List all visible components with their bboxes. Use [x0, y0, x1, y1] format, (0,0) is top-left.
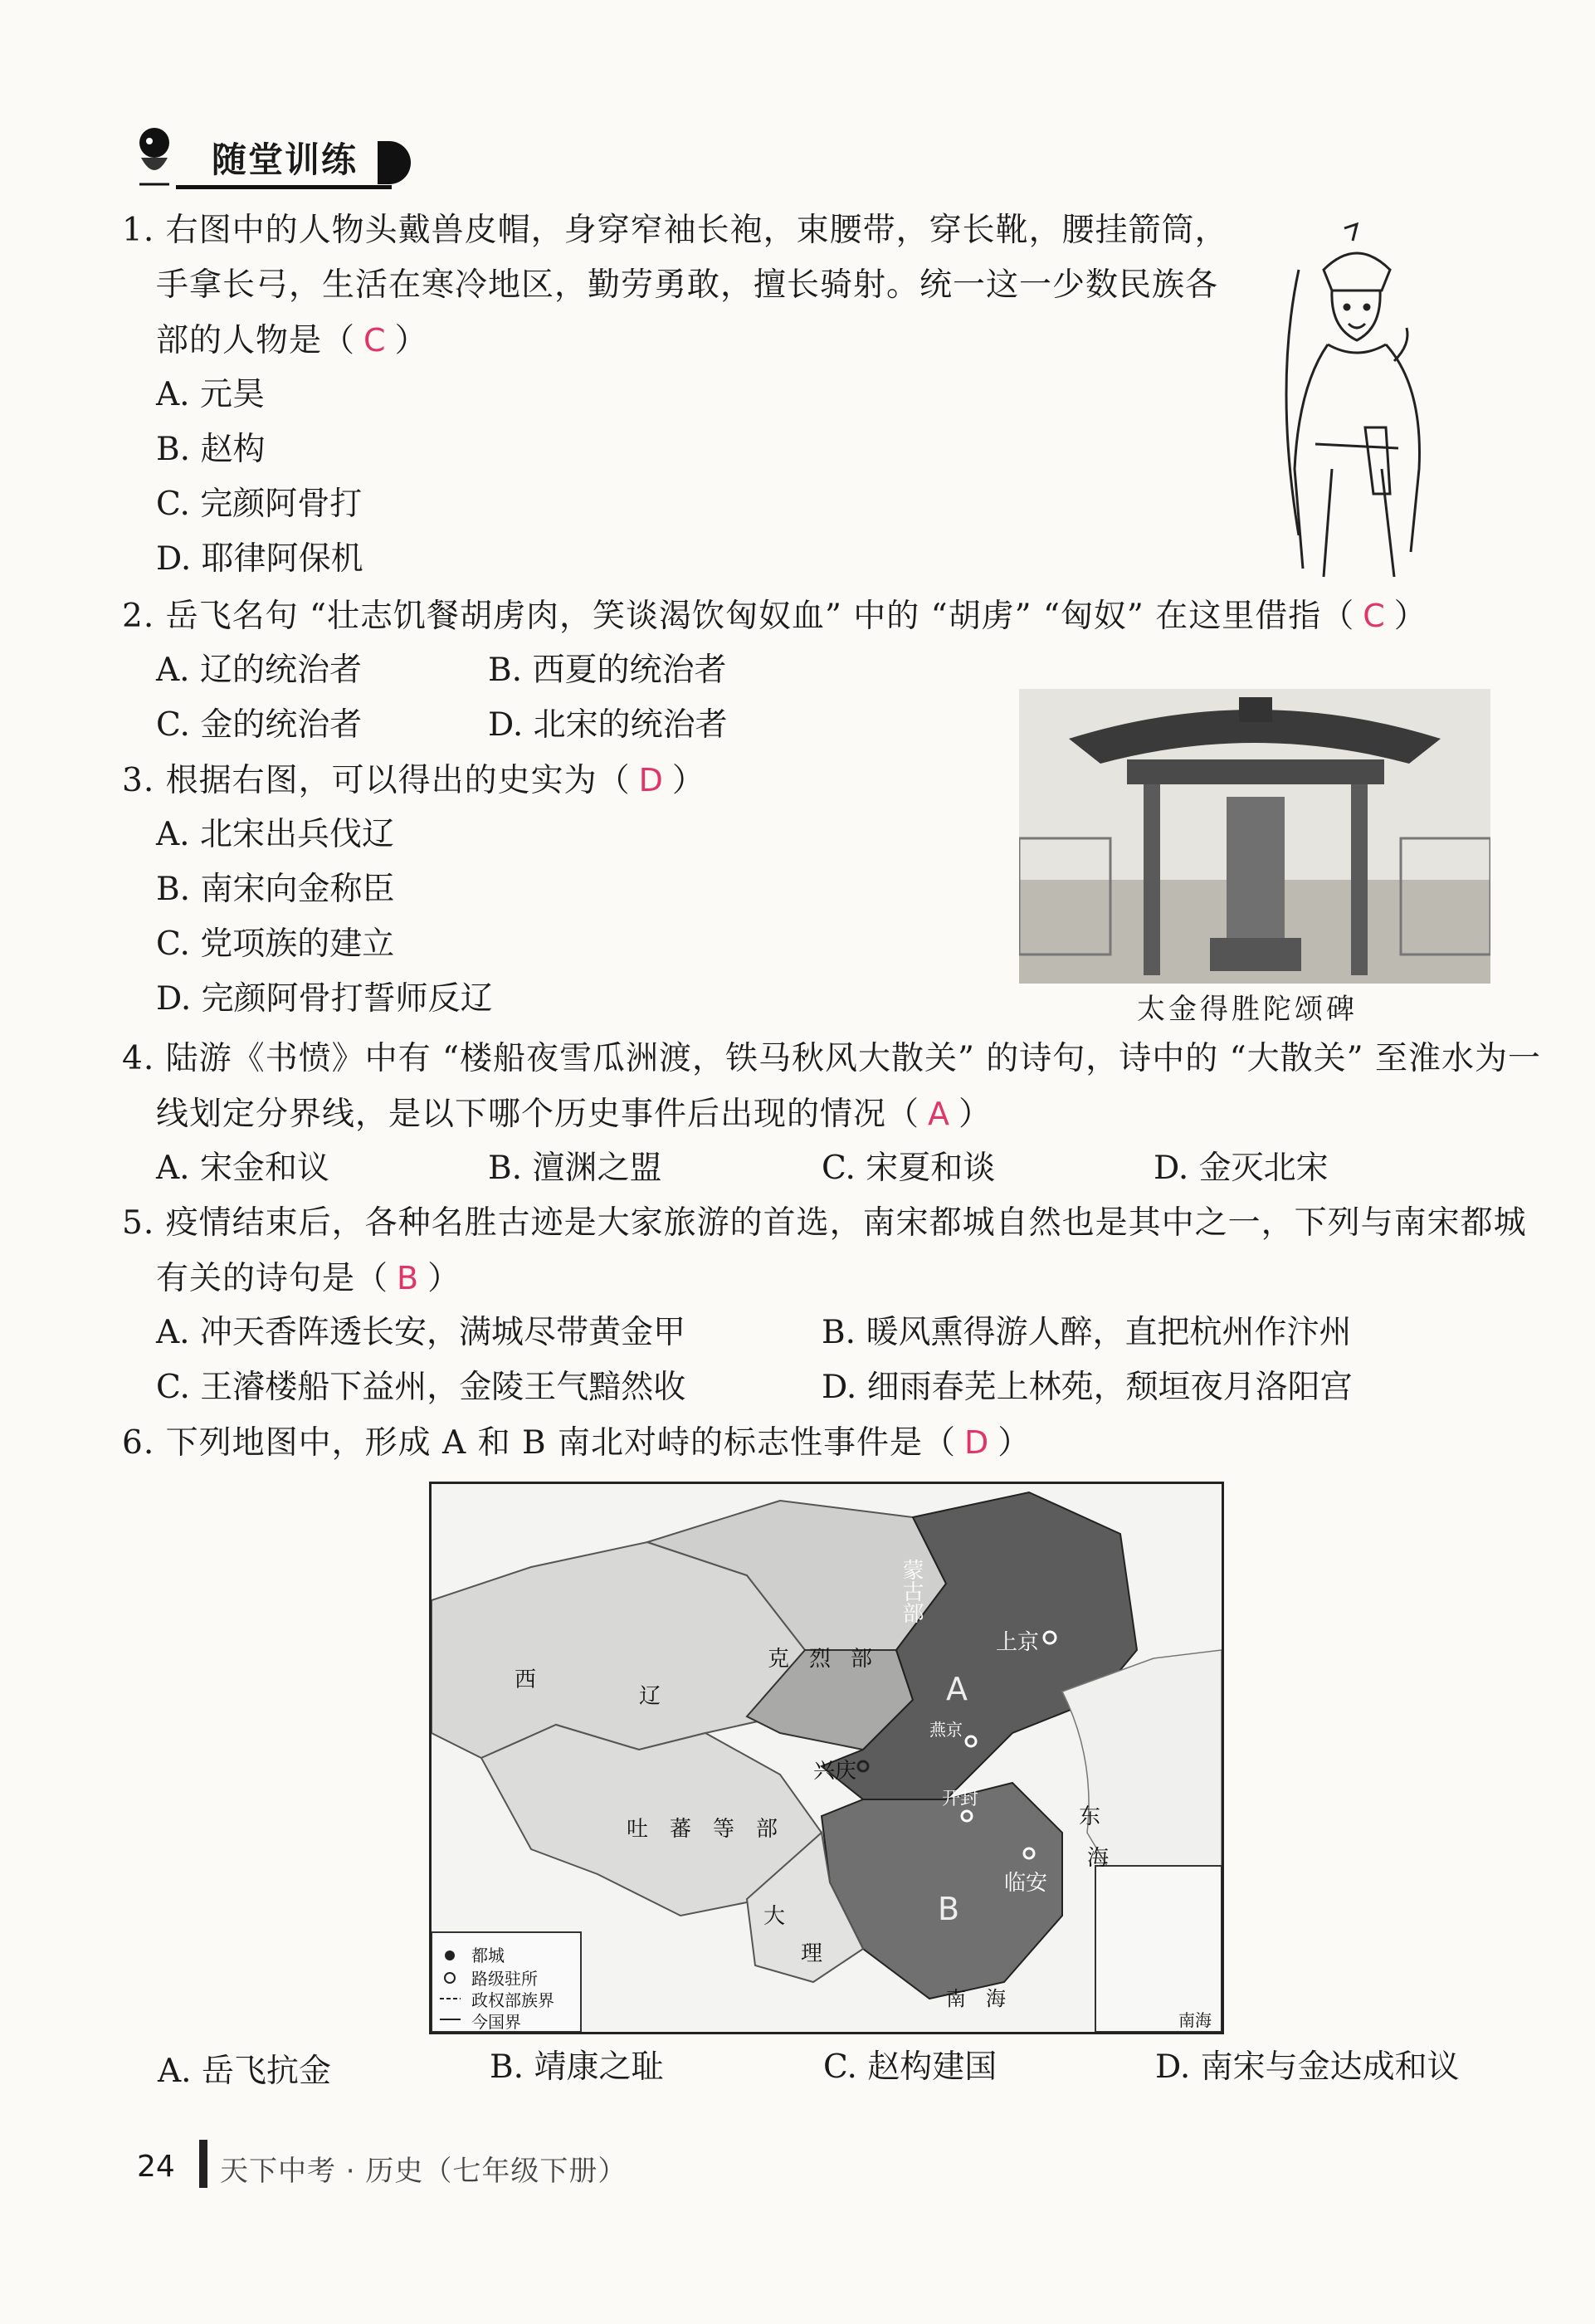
map-label-hai: 海 — [1087, 1846, 1110, 1871]
q6-line1: 6. 下列地图中，形成 A 和 B 南北对峙的标志性事件是（ D ） — [122, 1424, 1032, 1462]
q5-option-b: B. 暖风熏得游人醉，直把杭州作汴州 — [822, 1314, 1352, 1351]
q5-answer: B — [397, 1260, 420, 1296]
q6-answer: D — [964, 1424, 990, 1461]
legend-route-seat: 路级驻所 — [471, 1969, 538, 1989]
q3-option-d: D. 完颜阿骨打誓师反辽 — [156, 980, 493, 1018]
map-label-lie: 烈 — [809, 1647, 832, 1672]
map-label-menggu: 蒙古部 — [899, 1559, 924, 1623]
q1-line1: 1. 右图中的人物头戴兽皮帽，身穿窄袖长袍，束腰带，穿长靴，腰挂箭筒， — [122, 212, 1228, 249]
map-label-a: A — [946, 1671, 968, 1707]
q2-option-a: A. 辽的统治者 — [156, 652, 362, 689]
q5-line1: 5. 疫情结束后，各种名胜古迹是大家旅游的首选，南宋都城自然也是其中之一，下列与南宋都城 — [122, 1204, 1527, 1242]
q3-option-b: B. 南宋向金称臣 — [156, 871, 395, 908]
q1-line2: 手拿长弓，生活在寒冷地区，勤劳勇敢，擅长骑射。统一这一少数民族各 — [156, 266, 1219, 304]
map-label-xi: 西 — [515, 1667, 537, 1692]
pavilion-caption: 太金得胜陀颂碑 — [1137, 993, 1358, 1026]
map-label-dong: 东 — [1079, 1804, 1101, 1829]
map-label-yanjing: 燕京 — [929, 1720, 963, 1740]
map-label-da: 大 — [763, 1904, 786, 1929]
footer-divider — [199, 2140, 207, 2188]
legend-capital: 都城 — [471, 1946, 505, 1965]
map-label-li: 理 — [801, 1941, 823, 1966]
q5-option-a: A. 冲天香阵透长安，满城尽带黄金甲 — [156, 1314, 685, 1351]
q2-line1: 2. 岳飞名句 “壮志饥餐胡虏肉，笑谈渴饮匈奴血” 中的 “胡虏” “匈奴” 在这里借指（ C ） — [122, 598, 1427, 635]
q5-line2: 有关的诗句是（ B ） — [156, 1260, 461, 1297]
q4-answer: A — [928, 1096, 951, 1132]
q6-option-a: A. 岳飞抗金 — [158, 2053, 331, 2090]
q2-option-b: B. 西夏的统治者 — [488, 652, 727, 689]
header-title: 随堂训练 — [212, 139, 359, 180]
q6-option-b: B. 靖康之耻 — [490, 2048, 664, 2086]
q1-answer: C — [363, 322, 387, 359]
q2-answer: C — [1363, 598, 1386, 634]
q1-option-b: B. 赵构 — [156, 431, 266, 468]
q1-option-c: C. 完颜阿骨打 — [156, 486, 363, 523]
q4-line1: 4. 陆游《书愤》中有 “楼船夜雪瓜洲渡，铁马秋风大散关” 的诗句，诗中的 “大散关” 至淮水为一 — [122, 1040, 1541, 1077]
q1-line3: 部的人物是（ C ） — [156, 322, 428, 359]
q6-option-c: C. 赵构建国 — [823, 2048, 997, 2086]
map-label-shangjing: 上京 — [996, 1630, 1040, 1655]
footer-book-title: 天下中考 · 历史（七年级下册） — [220, 2155, 627, 2188]
q6-option-d: D. 南宋与金达成和议 — [1155, 2048, 1460, 2086]
horseman-illustration — [1266, 220, 1456, 585]
map-label-kaifeng: 开封 — [942, 1789, 979, 1809]
q3-answer: D — [638, 762, 664, 798]
map-label-nanhai-inset: 南海 — [1178, 2010, 1212, 2030]
map-label-b: B — [938, 1891, 960, 1927]
q2-option-c: C. 金的统治者 — [156, 706, 363, 744]
q1-option-a: A. 元昊 — [156, 376, 265, 413]
q5-option-d: D. 细雨春芜上林苑，颓垣夜月洛阳宫 — [822, 1369, 1353, 1406]
q3-line1: 3. 根据右图，可以得出的史实为（ D ） — [122, 762, 705, 799]
page-number: 24 — [137, 2150, 175, 2184]
legend-regime-border: 政权部族界 — [471, 1990, 554, 2010]
header-cap — [378, 141, 411, 184]
map-label-bu: 部 — [851, 1647, 873, 1672]
map-label-xingqing: 兴庆 — [813, 1759, 857, 1784]
map-label-liao: 辽 — [639, 1684, 661, 1709]
q3-option-c: C. 党项族的建立 — [156, 925, 395, 963]
map-label-ke: 克 — [768, 1647, 790, 1672]
q3-option-a: A. 北宋出兵伐辽 — [156, 816, 394, 853]
q4-option-a: A. 宋金和议 — [156, 1150, 329, 1187]
pavilion-photo — [1019, 689, 1490, 984]
q4-option-d: D. 金灭北宋 — [1154, 1150, 1329, 1187]
q4-line2: 线划定分界线，是以下哪个历史事件后出现的情况（ A ） — [156, 1096, 993, 1133]
q4-option-b: B. 澶渊之盟 — [488, 1150, 662, 1187]
q2-option-d: D. 北宋的统治者 — [488, 706, 728, 744]
map-label-nanhai: 南 海 — [946, 1987, 1006, 2010]
map-label-linan: 临安 — [1004, 1871, 1048, 1896]
q1-option-d: D. 耶律阿保机 — [156, 540, 363, 578]
mascot-icon — [124, 124, 183, 191]
map-label-tubo: 吐 蕃 等 部 — [627, 1817, 778, 1842]
q4-option-c: C. 宋夏和谈 — [822, 1150, 996, 1187]
legend-national-border: 今国界 — [471, 2012, 521, 2032]
q5-option-c: C. 王濬楼船下益州，金陵王气黯然收 — [156, 1369, 686, 1406]
song-jin-map — [429, 1482, 1224, 2034]
